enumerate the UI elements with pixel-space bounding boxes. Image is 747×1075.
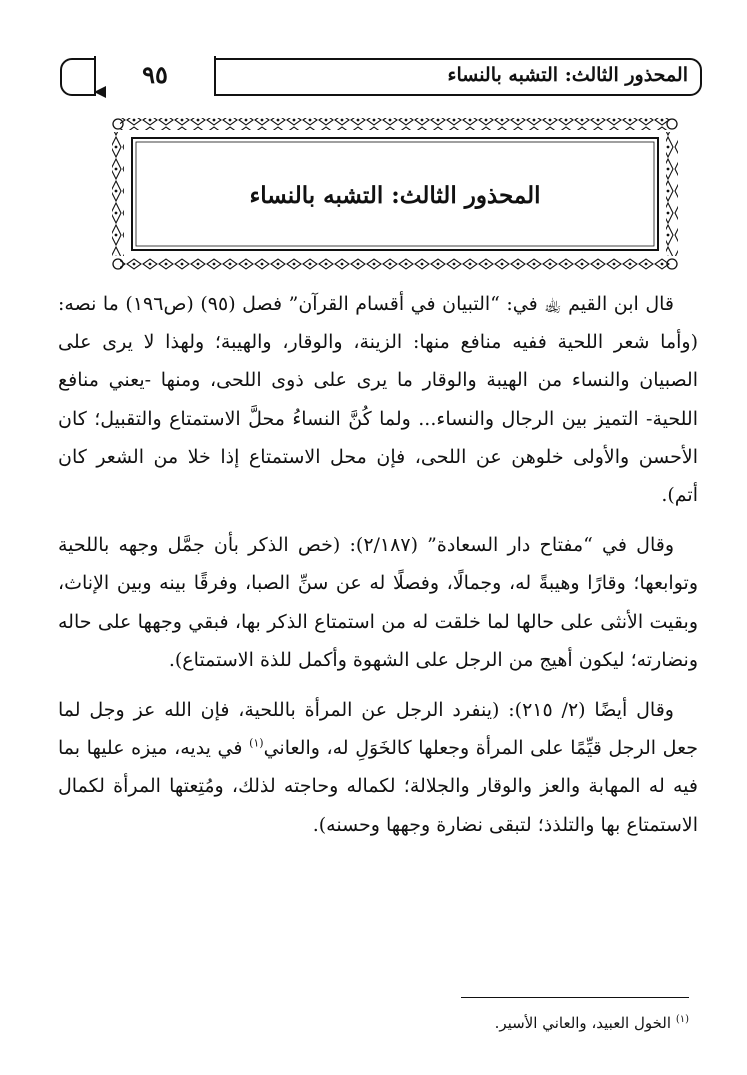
chapter-title: المحذور الثالث: التشبه بالنساء [249,182,541,209]
paragraph-3-start: وقال أيضًا (٢/ ٢١٥): (ينفرد الرجل عن المرأة باللحية، فإن الله عز وجل لما جعل الرجل قيِّمًا على المرأة وجعلها كالخَوَلِ له، والعاني [58,699,698,760]
paragraph-1: قال ابن القيم ﵀ في: “التبيان في أقسام القرآن” فصل (٩٥) (ص١٩٦) ما نصه: (وأما شعر اللحية ففيه منافع منها: الزينة، والوقار، والهيبة؛ ولهذا لا يرى على الصبيان والنساء من الهيبة والوقار ما يرى على ذوى اللحى، ومنها -يعني منافع اللحية- التميز بين الرجال والنساء... ولما كُنَّ النساءُ محلَّ الاستمتاع والتقبيل؛ كان الأحسن والأولى خلوهن عن اللحى، فإن محل الاستمتاع إذا خلا من الشعر كان أتم). [58,293,698,507]
paragraph-3 [58,691,698,844]
footnote-text: الخول العبيد، والعاني الأسير. [494,1014,672,1032]
footnote-reference: (١) [249,736,264,750]
page-corner-ornament [94,86,106,98]
body-text [58,285,698,856]
footnote-1 [49,1014,689,1032]
paragraph-3-end: في يديه، ميزه عليها بما فيه له المهابة والعز والوقار والجلالة؛ لكماله وحاجته لذلك، ومُتِعتها المرأة لكمال الاستمتاع بها والتلذذ؛ لتبقى نضارة وجهها وحسنه). [58,737,698,836]
chapter-title-box [110,114,680,274]
page-number: ٩٥ [142,60,168,89]
running-title: المحذور الثالث: التشبه بالنساء [447,64,688,86]
footnote-mark: (١) [675,1014,689,1025]
footnote-separator [461,997,689,998]
running-header [60,58,702,96]
page-number-tab [94,56,216,96]
paragraph-2: وقال في “مفتاح دار السعادة” (٢/١٨٧): (خص الذكر بأن جمَّل وجهه باللحية وتوابعها؛ وقارًا وهيبةً له، وجمالًا، وفصلًا له عن سنِّ الصبا، وفرقًا بينه وبين الإناث، وبقيت الأنثى على حالها لما خلقت له من استمتاع الذكر بها، فبقي وجهها على حاله ونضارته؛ ليكون أهيج من الرجل على الشهوة وأكمل للذة الاستمتاع). [58,534,698,671]
